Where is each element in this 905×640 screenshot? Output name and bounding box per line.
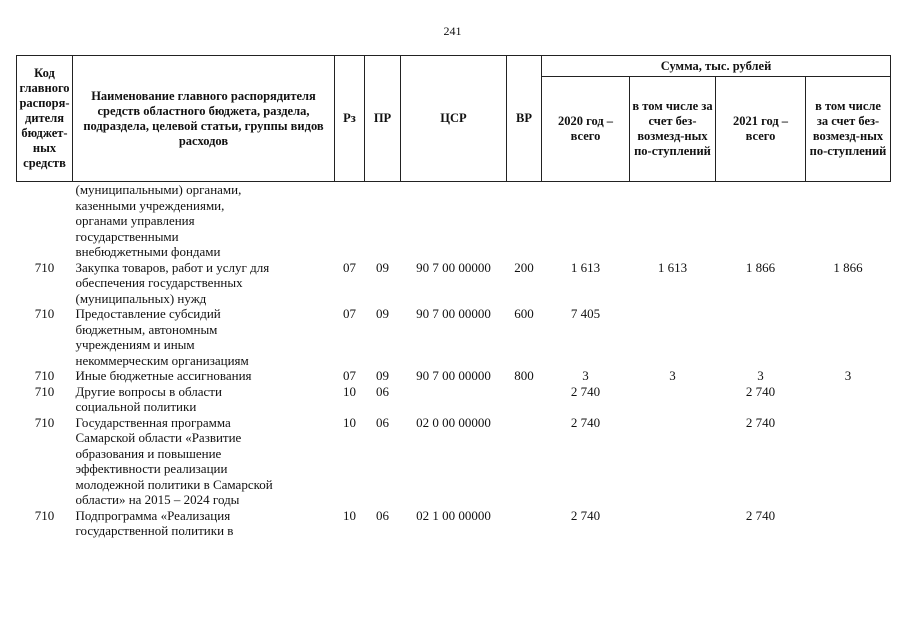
cell-pr <box>365 182 401 260</box>
cell-2021-free <box>806 508 891 539</box>
cell-name: Закупка товаров, работ и услуг для обеспечения государственных (муниципальных) нужд <box>75 259 270 306</box>
cell-2021-total: 2 740 <box>745 383 776 399</box>
cell-csr: 02 1 00 00000 <box>416 507 491 523</box>
cell-rz: 07 <box>343 306 356 321</box>
header-csr: ЦСР <box>401 56 507 182</box>
cell-vr <box>507 182 542 260</box>
cell-code: 710 <box>34 306 55 321</box>
cell-2021-total: 2 740 <box>745 414 776 430</box>
cell-2020-total: 2 740 <box>570 507 601 523</box>
cell-2021-free <box>806 306 891 368</box>
cell-name: Другие вопросы в области социальной политики <box>75 383 222 414</box>
header-code: Код главного распоря-дителя бюджет-ных средств <box>17 56 73 182</box>
cell-2020-free: 3 <box>669 368 676 383</box>
cell-2021-total: 1 866 <box>745 259 776 275</box>
cell-vr <box>507 384 542 415</box>
cell-2021-free: 3 <box>844 368 852 383</box>
header-2020-free: в том числе за счет без-возмезд-ных по-ступлений <box>630 77 716 182</box>
header-sum: Сумма, тыс. рублей <box>542 56 891 77</box>
cell-rz: 10 <box>343 507 356 523</box>
cell-code: 710 <box>34 259 55 275</box>
cell-pr: 06 <box>376 507 389 523</box>
cell-2020-total: 3 <box>582 368 589 383</box>
cell-pr: 09 <box>376 259 389 275</box>
cell-2021-free <box>806 384 891 415</box>
table-row <box>17 415 891 508</box>
cell-csr: 90 7 00 00000 <box>416 368 491 383</box>
cell-csr: 02 0 00 00000 <box>416 414 491 430</box>
header-name: Наименование главного распорядителя средств областного бюджета, раздела, подраздела, целевой статьи, группы видов расходов <box>73 56 335 182</box>
header-2021-total: 2021 год – всего <box>716 77 806 182</box>
header-2021-free: в том числе за счет без-возмезд-ных по-ступлений <box>806 77 891 182</box>
cell-2021-free <box>806 182 891 260</box>
cell-2021-total <box>716 182 806 260</box>
cell-vr: 800 <box>514 368 534 383</box>
cell-2020-free: 1 613 <box>657 259 688 275</box>
header-2020-total: 2020 год – всего <box>542 77 630 182</box>
cell-2021-total <box>716 306 806 368</box>
table-header <box>17 56 891 182</box>
cell-vr <box>507 415 542 508</box>
header-rz: Рз <box>335 56 365 182</box>
table-row <box>17 384 891 415</box>
cell-name: (муниципальными) органами, казенными учреждениями, органами управления государственными внебюджетными фондами <box>75 182 242 259</box>
cell-name: Предоставление субсидий бюджетным, автономным учреждениям и иным некоммерческим организациям <box>75 306 249 368</box>
cell-rz: 10 <box>343 414 356 430</box>
cell-2020-total: 1 613 <box>570 259 601 275</box>
cell-csr <box>401 384 507 415</box>
cell-pr: 09 <box>376 368 389 383</box>
cell-2021-total: 2 740 <box>745 507 776 523</box>
cell-code: 710 <box>34 507 55 523</box>
table-row <box>17 508 891 539</box>
cell-2020-total: 7 405 <box>570 306 601 321</box>
cell-2020-free <box>630 508 716 539</box>
table-row <box>17 182 891 260</box>
budget-table <box>16 55 891 539</box>
cell-2020-total: 2 740 <box>570 414 601 430</box>
cell-name: Иные бюджетные ассигнования <box>75 368 252 383</box>
header-vr: ВР <box>507 56 542 182</box>
cell-name: Государственная программа Самарской области «Развитие образования и повышение эффективности реализации молодежной политики в Самарской области» на 2015 – 2024 годы <box>75 414 273 507</box>
cell-pr: 06 <box>376 383 389 399</box>
cell-2020-free <box>630 182 716 260</box>
cell-2020-free <box>630 306 716 368</box>
cell-rz <box>335 182 365 260</box>
cell-pr: 06 <box>376 414 389 430</box>
cell-rz: 10 <box>343 383 356 399</box>
cell-csr <box>401 182 507 260</box>
table-row <box>17 368 891 384</box>
cell-vr: 200 <box>514 259 534 275</box>
cell-rz: 07 <box>343 259 356 275</box>
page-number: 241 <box>443 24 462 38</box>
cell-2020-total: 2 740 <box>570 383 601 399</box>
cell-code: 710 <box>34 368 55 383</box>
cell-csr: 90 7 00 00000 <box>416 259 491 275</box>
cell-2020-total <box>542 182 630 260</box>
cell-2020-free <box>630 415 716 508</box>
table-row <box>17 260 891 307</box>
cell-pr: 09 <box>376 306 389 321</box>
cell-2020-free <box>630 384 716 415</box>
cell-csr: 90 7 00 00000 <box>416 306 491 321</box>
table-row <box>17 306 891 368</box>
cell-vr <box>507 508 542 539</box>
cell-rz: 07 <box>343 368 356 383</box>
cell-2021-free: 1 866 <box>833 259 863 275</box>
cell-code <box>17 182 73 260</box>
cell-2021-free <box>806 415 891 508</box>
cell-code: 710 <box>34 414 55 430</box>
header-pr: ПР <box>365 56 401 182</box>
cell-name: Подпрограмма «Реализация государственной политики в <box>75 507 234 538</box>
cell-vr: 600 <box>514 306 534 321</box>
cell-code: 710 <box>34 383 55 399</box>
table-body <box>17 182 891 539</box>
cell-2021-total: 3 <box>757 368 764 383</box>
